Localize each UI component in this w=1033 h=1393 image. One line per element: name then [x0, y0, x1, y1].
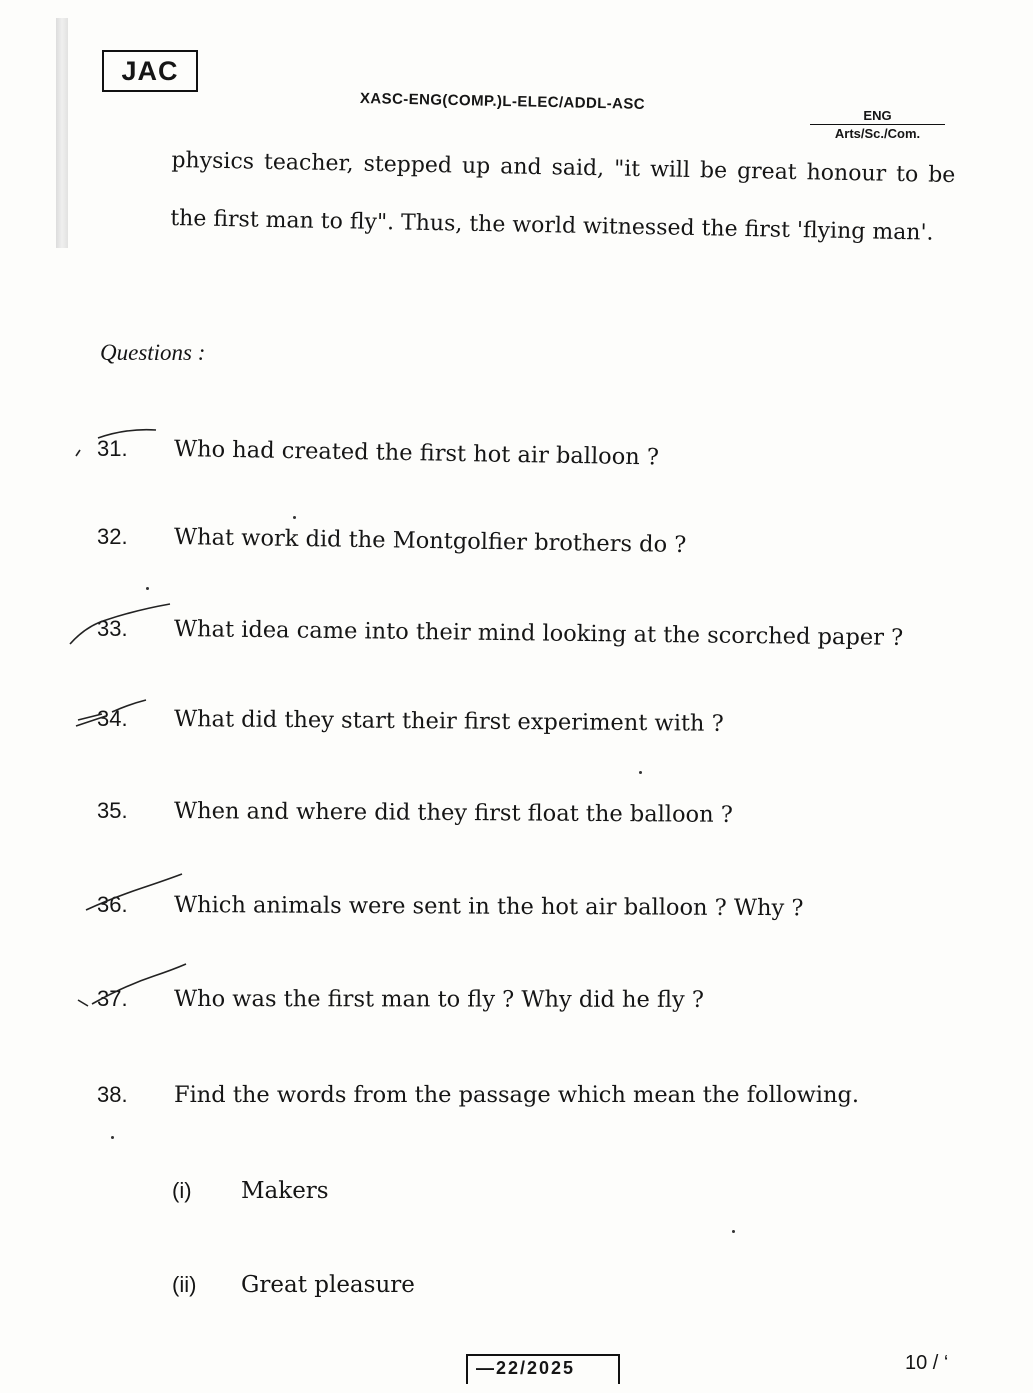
- paper-code: XASC-ENG(COMP.)L-ELEC/ADDL-ASC: [359, 90, 646, 113]
- question-38: [0, 1082, 1033, 1122]
- sub-item-label: (i): [172, 1178, 192, 1203]
- question-number: 38.: [97, 1082, 128, 1107]
- question-32: [0, 524, 1033, 564]
- binding-edge: [56, 18, 68, 248]
- question-34: [0, 706, 1033, 746]
- question-35: [0, 798, 1033, 838]
- page-number: 10 / ‘: [905, 1352, 949, 1374]
- sub-item-text: Makers: [241, 1178, 329, 1204]
- question-number: 33.: [97, 616, 128, 641]
- scan-speck: [732, 1230, 735, 1233]
- question-text: What did they start their first experiment with ?: [173, 706, 724, 737]
- scan-speck: [293, 516, 296, 519]
- question-33: [0, 616, 1033, 656]
- questions-heading: Questions :: [100, 340, 206, 365]
- question-number: 36.: [97, 892, 128, 917]
- footer-code: —22/2025: [476, 1358, 576, 1378]
- subject-name: ENG: [810, 108, 945, 125]
- question-text: Which animals were sent in the hot air balloon ? Why ?: [173, 892, 804, 922]
- subject-block: [810, 108, 945, 141]
- question-number: 31.: [97, 436, 128, 461]
- sub-item-ii: [0, 1272, 1033, 1312]
- question-number: 34.: [97, 706, 128, 731]
- scan-speck: [146, 587, 149, 590]
- question-text: When and where did they first float the balloon ?: [173, 798, 733, 828]
- question-text: What idea came into their mind looking at the scorched paper ?: [173, 616, 904, 651]
- question-number: 35.: [97, 798, 128, 823]
- subject-streams: Arts/Sc./Com.: [834, 126, 921, 141]
- question-number: 37.: [97, 986, 128, 1011]
- question-36: [0, 892, 1033, 932]
- sub-item-text: Great pleasure: [241, 1272, 415, 1298]
- sub-item-label: (ii): [172, 1272, 197, 1297]
- question-37: [0, 986, 1033, 1026]
- question-31: [0, 436, 1033, 476]
- scan-speck: [639, 771, 642, 774]
- jac-badge: JAC: [102, 50, 198, 92]
- scan-speck: [111, 1136, 114, 1139]
- question-text: Who was the first man to fly ? Why did he fly ?: [173, 986, 704, 1013]
- question-number: 32.: [97, 524, 128, 549]
- sub-item-i: [0, 1178, 1033, 1218]
- question-text: Find the words from the passage which mean the following.: [174, 1082, 860, 1108]
- footer-code-box: [466, 1354, 620, 1384]
- question-text: Who had created the first hot air balloon ?: [173, 436, 660, 471]
- question-text: What work did the Montgolfier brothers do ?: [173, 524, 687, 559]
- passage-text: physics teacher, stepped up and said, "it will be great honour to be the first man to fly". Thus, the world witnessed the first 'flying man'.: [170, 147, 956, 246]
